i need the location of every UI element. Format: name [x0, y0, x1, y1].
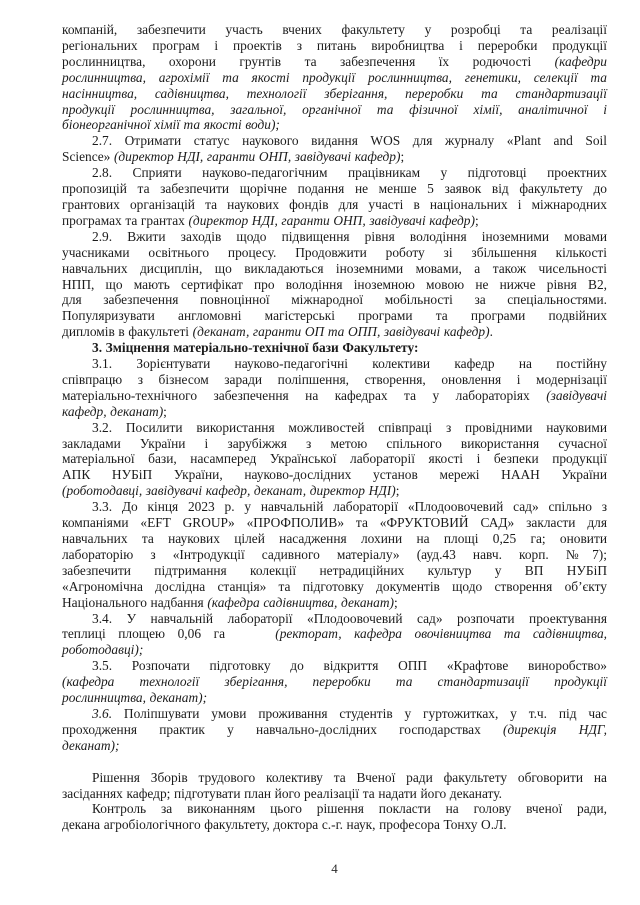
text-segment: продукції рослинництва, загальної, органічної та фізичної хімії, аналітичної і [62, 101, 607, 117]
text-line [62, 817, 607, 833]
text-segment: АПК НУБіП України, науково-дослідних установ мережі НААН України [62, 467, 607, 483]
text-segment: співпрацю з бізнесом заради поліпшення, створення, оновлення і модернізації [62, 371, 607, 387]
text-segment: грантових організацій та наукових фондів для участі в національних і міжнародних [62, 196, 607, 212]
text-line [62, 563, 607, 579]
text-segment: (директор НДІ, гаранти ОНП, завідувачі кафедр) [113, 149, 401, 165]
text-line [62, 451, 607, 467]
text-segment: НПП, що мають сертифікат про володіння іноземною мовою не нижче рівня В2, [62, 276, 607, 292]
text-line [62, 229, 607, 245]
text-segment: закладами України і зарубіжжя з метою спільного використання сучасної [62, 435, 607, 451]
text-segment: 3.5. Розпочати підготовку до відкриття ОПП «Крафтове виноробство» [92, 658, 607, 674]
text-line [62, 213, 607, 229]
text-line [62, 388, 607, 404]
text-segment: роботодавці); [62, 642, 144, 658]
text-line [62, 515, 607, 531]
text-line [62, 38, 607, 54]
text-segment: учасниками освітнього процесу. Продовжити роботу зі збільшення кількості [62, 244, 607, 260]
text-line [62, 86, 607, 102]
text-line [62, 801, 607, 817]
blank-line [62, 754, 607, 770]
text-segment: (ректорат, кафедра овочівництва та садівництва, [275, 626, 607, 642]
text-segment: забезпечити підтримання колекції нетрадиційних культур у ВП НУБіП [62, 562, 607, 578]
text-segment: 3.3. До кінця 2023 р. у навчальній лабораторії «Плодоовочевий сад» спільно з [92, 499, 607, 515]
text-segment: матеріальної бази, насамперед Української лабораторії якості і безпеки продукції [62, 451, 607, 467]
text-line [62, 22, 607, 38]
text-segment: теплиці площею 0,06 га [62, 626, 276, 642]
text-segment: Рішення Зборів трудового колективу та Вченої ради факультету обговорити на [92, 769, 607, 785]
text-line [62, 54, 607, 70]
text-segment: компаніями «EFT GROUP» «ПРОФПОЛИВ» та «ФРУКТОВИЙ САД» закласти для [62, 515, 607, 531]
text-segment: ; [395, 483, 400, 499]
text-segment: 3.2. Посилити використання можливостей співпраці з провідними науковими [92, 419, 607, 435]
text-segment: Популяризувати англомовні магістерські програми та програми подвійних [62, 308, 607, 324]
text-segment: для забезпечення повноцінної міжнародної мобільності за спеціальностями. [62, 292, 607, 308]
text-segment: (деканат, гаранти ОП та ОПП, завідувачі кафедр) [192, 324, 490, 340]
text-segment: ; [474, 212, 479, 228]
text-segment: дипломів в факультеті [62, 324, 193, 340]
text-segment: 3.1. Зорієнтувати науково-педагогічні колективи кафедр на постійну [92, 356, 607, 372]
text-segment: рослинництва, агрохімії та якості продукції рослинництва, генетики, селекції та [62, 69, 607, 85]
text-line [62, 261, 607, 277]
text-line [62, 404, 607, 420]
text-segment: регіональних програм і проектів з питань виробництва і переробки продукції [62, 37, 607, 53]
text-line [62, 658, 607, 674]
text-segment: програмах та грантах [62, 212, 189, 228]
text-line [62, 197, 607, 213]
text-segment: навчальних та наукових цілей насадження лохини на площі 0,25 га; оновити [62, 531, 607, 546]
text-segment: ; [400, 149, 405, 165]
text-line [62, 499, 607, 515]
text-segment: кафедр, деканат) [62, 403, 164, 419]
text-segment: 2.9. Вжити заходів щодо підвищення рівня володіння іноземними мовами [92, 228, 607, 244]
text-segment: матеріально-технічного забезпечення на кафедрах та у лабораторіях [62, 387, 547, 403]
text-segment: Контроль за виконанням цього рішення покласти на голову вченої ради, [92, 801, 607, 817]
page-number: 4 [331, 861, 338, 876]
text-segment: рослинництва, деканат); [62, 690, 208, 706]
text-line [62, 292, 607, 308]
text-line [62, 706, 607, 722]
text-segment: 3.4. У навчальній лабораторії «Плодоовочевий сад» розпочати проектування [92, 610, 607, 626]
text-segment: 3. Зміцнення матеріально-технічної бази Факультету: [92, 340, 419, 356]
text-segment: (кафедра садівництва, деканат) [207, 594, 394, 610]
text-segment: «Агрономічна дослідна станція» та підготовку документів щодо створення об’єкту [62, 578, 607, 594]
text-line [62, 722, 607, 738]
text-line [62, 738, 607, 754]
text-segment: Національного надбання [62, 594, 208, 610]
text-line [62, 277, 607, 293]
text-segment: (дирекція НДГ, [503, 721, 608, 737]
text-line [62, 436, 607, 452]
text-line [62, 770, 607, 786]
text-segment: лабораторію з «Інтродукції садивного матеріалу» (ауд.43 навч. корп. №7); [62, 546, 607, 562]
document-body [62, 22, 607, 833]
text-segment: деканат); [62, 737, 120, 753]
text-line [62, 102, 607, 118]
text-segment: (роботодавці, завідувачі кафедр, деканат, директор НДІ) [62, 483, 396, 499]
text-segment: декана агробіологічного факультету, доктора с.-г. наук, професора Тонху О.Л. [62, 817, 507, 833]
text-segment: засіданнях кафедр; підготувати план його реалізації та надати його деканату. [62, 785, 502, 801]
text-segment: (завідувачі [546, 387, 607, 403]
text-segment: 2.7. Отримати статус наукового видання WOS для журналу «Plant and Soil [92, 133, 607, 149]
text-line [62, 70, 607, 86]
text-line [62, 372, 607, 388]
text-segment: Поліпшувати умови проживання студентів у гуртожитках, у т.ч. під час [112, 705, 607, 721]
text-segment: компаній, забезпечити участь вчених факультету у розробці та реалізації [62, 22, 607, 37]
text-segment: ; [163, 403, 167, 419]
text-segment: (кафедри [554, 53, 607, 69]
text-segment: навчальних дисциплін, що викладаються іноземними мовами, а також чисельності [62, 260, 607, 276]
text-line [62, 611, 607, 627]
text-line [62, 308, 607, 324]
text-line [62, 165, 607, 181]
text-line [62, 467, 607, 483]
text-segment: біонеорганічної хімії та якості води); [62, 117, 280, 133]
text-segment: 3.6. [92, 705, 113, 721]
text-line [62, 149, 607, 165]
text-line [62, 133, 607, 149]
text-line [62, 674, 607, 690]
text-line [62, 531, 607, 547]
text-line [62, 547, 607, 563]
text-segment: рослинництва, охорони грунтів та забезпечення їх родючості [62, 53, 555, 69]
text-segment: пропозицій та забезпечити щорічне подання не менше 5 заявок від факультету до [62, 181, 607, 197]
text-line [62, 579, 607, 595]
text-line [62, 483, 607, 499]
text-line [62, 181, 607, 197]
text-line [62, 356, 607, 372]
text-line [62, 690, 607, 706]
text-segment: (директор НДІ, гаранти ОНП, завідувачі кафедр) [188, 212, 475, 228]
text-line [62, 626, 607, 642]
text-line [62, 420, 607, 436]
text-segment: (кафедра технології зберігання, переробки та стандартизації продукції [62, 674, 607, 690]
text-line [62, 595, 607, 611]
text-line [62, 245, 607, 261]
text-segment: проходження практик у навчально-дослідних господарствах [62, 721, 503, 737]
text-line [62, 117, 607, 133]
text-line [62, 340, 607, 356]
text-segment: 2.8. Сприяти науково-педагогічним працівникам у підготовці проектних [92, 165, 607, 181]
text-segment: . [489, 324, 493, 340]
text-line [62, 786, 607, 802]
text-line [62, 324, 607, 340]
text-segment: Science» [62, 149, 114, 165]
text-line [62, 642, 607, 658]
text-segment: ; [393, 594, 398, 610]
text-segment: насінництва, садівництва, технології зберігання, переробки та стандартизації [62, 85, 607, 101]
